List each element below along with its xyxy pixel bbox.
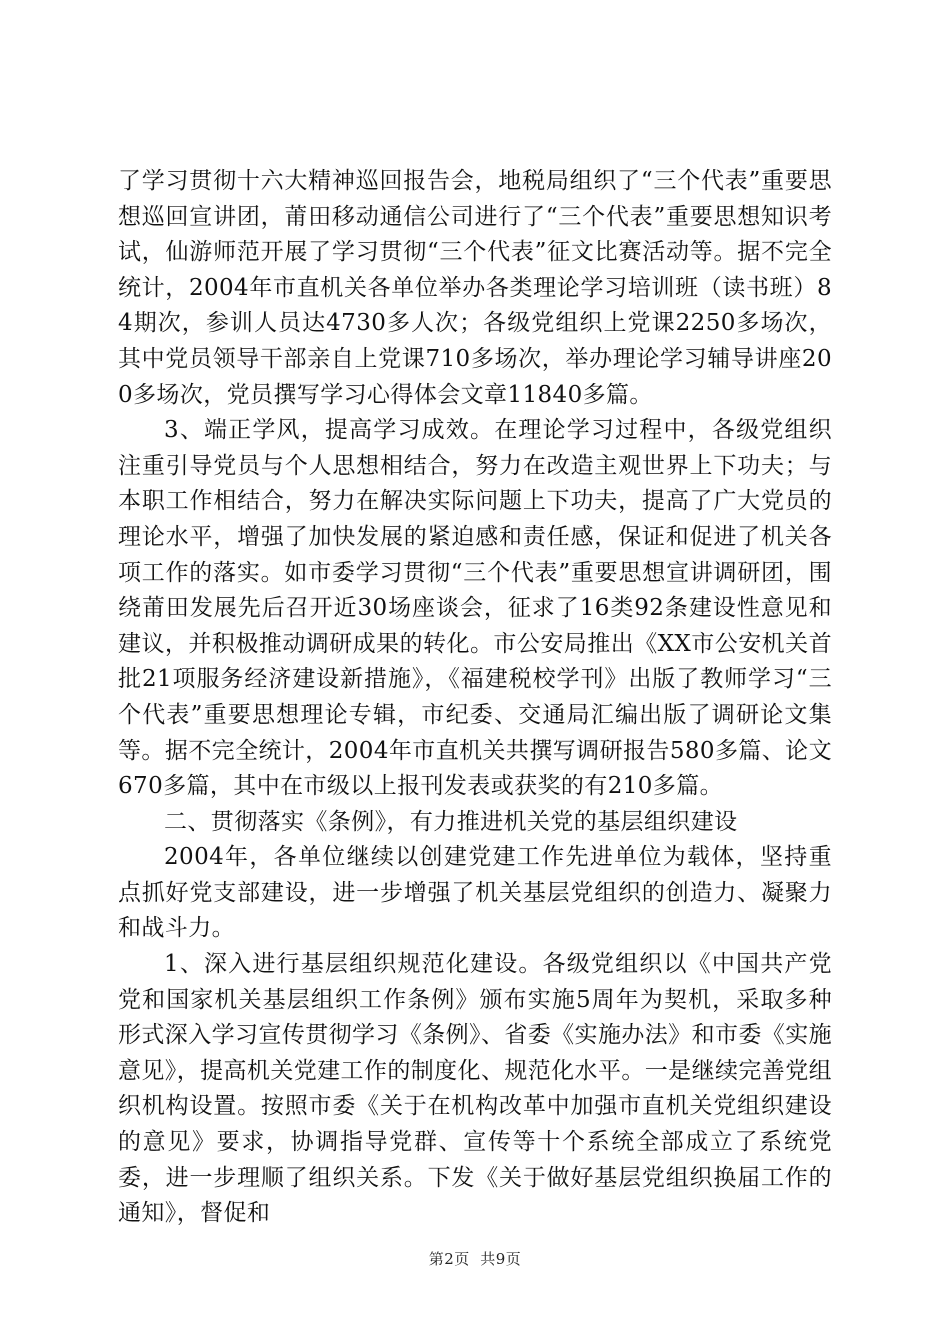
paragraph-4: 1、深入进行基层组织规范化建设。各级党组织以《中国共产党党和国家机关基层组织工作条例》颁布实施5周年为契机，采取多种形式深入学习宣传贯彻学习《条例》、省委《实施办法》和市委《实施意见》，提高机关党建工作的制度化、规范化水平。一是继续完善党组织机构设置。按照市委《关于在机构改革中加强市直机关党组织建设的意见》要求，协调指导党群、宣传等十个系统全部成立了系统党委，进一步理顺了组织关系。下发《关于做好基层党组织换届工作的通知》，督促和 [118,951,832,1227]
page-number: 第2页 共9页 [428,1250,522,1268]
paragraph-2: 3、端正学风，提高学习成效。在理论学习过程中，各级党组织注重引导党员与个人思想相结合，努力在改造主观世界上下功夫；与本职工作相结合，努力在解决实际问题上下功夫，提高了广大党员的理论水平，增强了加快发展的紧迫感和责任感，保证和促进了机关各项工作的落实。如市委学习贯彻“三个代表”重要思想宣讲调研团，围绕莆田发展先后召开近30场座谈会，征求了16类92条建设性意见和建议，并积极推动调研成果的转化。市公安局推出《XX市公安机关首批21项服务经济建设新措施》，《福建税校学刊》出版了教师学习“三个代表”重要思想理论专辑，市纪委、交通局汇编出版了调研论文集等。据不完全统计，2004年市直机关共撰写调研报告580多篇、论文670多篇，其中在市级以上报刊发表或获奖的有210多篇。 [118,417,832,800]
document-body [118,164,832,1232]
page-footer [0,1248,950,1269]
paragraph-1: 了学习贯彻十六大精神巡回报告会，地税局组织了“三个代表”重要思想巡回宣讲团，莆田移动通信公司进行了“三个代表”重要思想知识考试，仙游师范开展了学习贯彻“三个代表”征文比赛活动等。据不完全统计，2004年市直机关各单位举办各类理论学习培训班（读书班）84期次，参训人员达4730多人次；各级党组织上党课2250多场次，其中党员领导干部亲自上党课710多场次，举办理论学习辅导讲座200多场次，党员撰写学习心得体会文章11840多篇。 [118,168,832,408]
section-heading: 二、贯彻落实《条例》，有力推进机关党的基层组织建设 [164,808,738,835]
paragraph-3: 2004年，各单位继续以创建党建工作先进单位为载体，坚持重点抓好党支部建设，进一步增强了机关基层党组织的创造力、凝聚力和战斗力。 [118,844,832,942]
